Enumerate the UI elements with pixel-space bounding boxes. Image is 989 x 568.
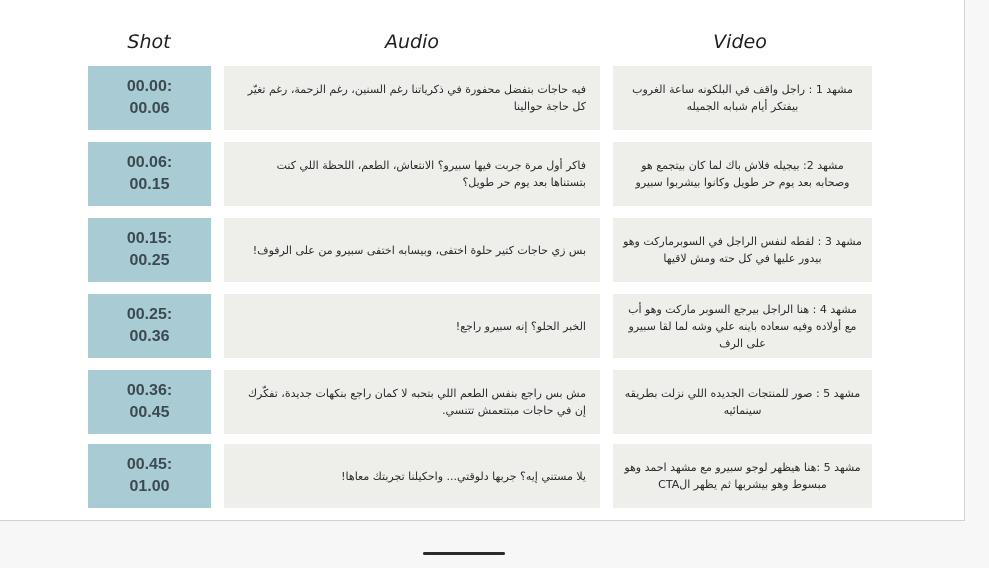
shot-end: 01.00 [129,478,170,495]
shot-start: 00.45: [126,456,173,473]
shot-end: 00.45 [129,404,170,421]
shot-end: 00.15 [129,176,170,193]
shot-cell [88,218,211,282]
audio-cell: الخبر الحلو؟ إنه سبيرو راجع! [224,294,600,358]
audio-cell: فاكر أول مرة جربت فيها سبيرو؟ الانتعاش، الطعم، اللحظة اللي كنت بتستناها بعد يوم حر طويل؟ [224,142,600,206]
header-shot: Shot [127,31,171,53]
shot-cell [88,370,211,434]
audio-cell: فيه حاجات بتفضل محفورة في ذكرياتنا رغم السنين، رغم الزحمة، رغم تغيّر كل حاجة حوالينا [224,66,600,130]
shot-cell [88,142,211,206]
home-indicator-bar [423,552,505,555]
video-cell: مشهد 4 : هنا الراجل بيرجع السوبر ماركت وهو أب مع أولاده وفيه سعاده باينه علي وشه لما لقا سبيرو على الرف [613,294,872,358]
video-cell: مشهد 5 : صور للمنتجات الجديده اللي نزلت بطريقه سينمائيه [613,370,872,434]
shot-cell [88,444,211,508]
shot-end: 00.06 [129,100,170,117]
video-cell: مشهد 2: بيجيله فلاش باك لما كان بيتجمع هو وصحابه بعد يوم حر طويل وكانوا بيشربوا سبيرو [613,142,872,206]
table-row [0,294,989,358]
header-audio: Audio [384,31,439,53]
table-row [0,370,989,434]
table-row [0,218,989,282]
audio-cell: يلا مستني إيه؟ جربها دلوقتي... واحكيلنا تجربتك معاها! [224,444,600,508]
table-row [0,142,989,206]
shot-start: 00.15: [126,230,173,247]
video-cell: مشهد 5 :هنا هيظهر لوجو سبيرو مع مشهد احمد وهو مبسوط وهو بيشربها ثم يظهر الCTA [613,444,872,508]
shot-cell [88,66,211,130]
header-video: Video [713,31,767,53]
shot-start: 00.25: [126,306,173,323]
audio-cell: بس زي حاجات كتير حلوة اختفى، وبيسابه اختفى سبيرو من على الرفوف! [224,218,600,282]
shot-start: 00.00: [126,78,173,95]
shot-start: 00.06: [126,154,173,171]
video-cell: مشهد 3 : لقطه لنفس الراجل في السوبرماركت وهو بيدور عليها في كل حته ومش لاقيها [613,218,872,282]
shot-start: 00.36: [126,382,173,399]
audio-cell: مش بس راجع بنفس الطعم اللي بتحبه لا كمان راجع بنكهات جديدة، تفكّرك إن في حاجات مبتتعمش تتنسي. [224,370,600,434]
table-row [0,444,989,508]
shot-end: 00.25 [129,252,170,269]
shot-end: 00.36 [129,328,170,345]
table-row [0,66,989,130]
video-cell: مشهد 1 : راجل واقف في البلكونه ساعة الغروب بيفتكر أيام شبابه الجميله [613,66,872,130]
shot-cell [88,294,211,358]
